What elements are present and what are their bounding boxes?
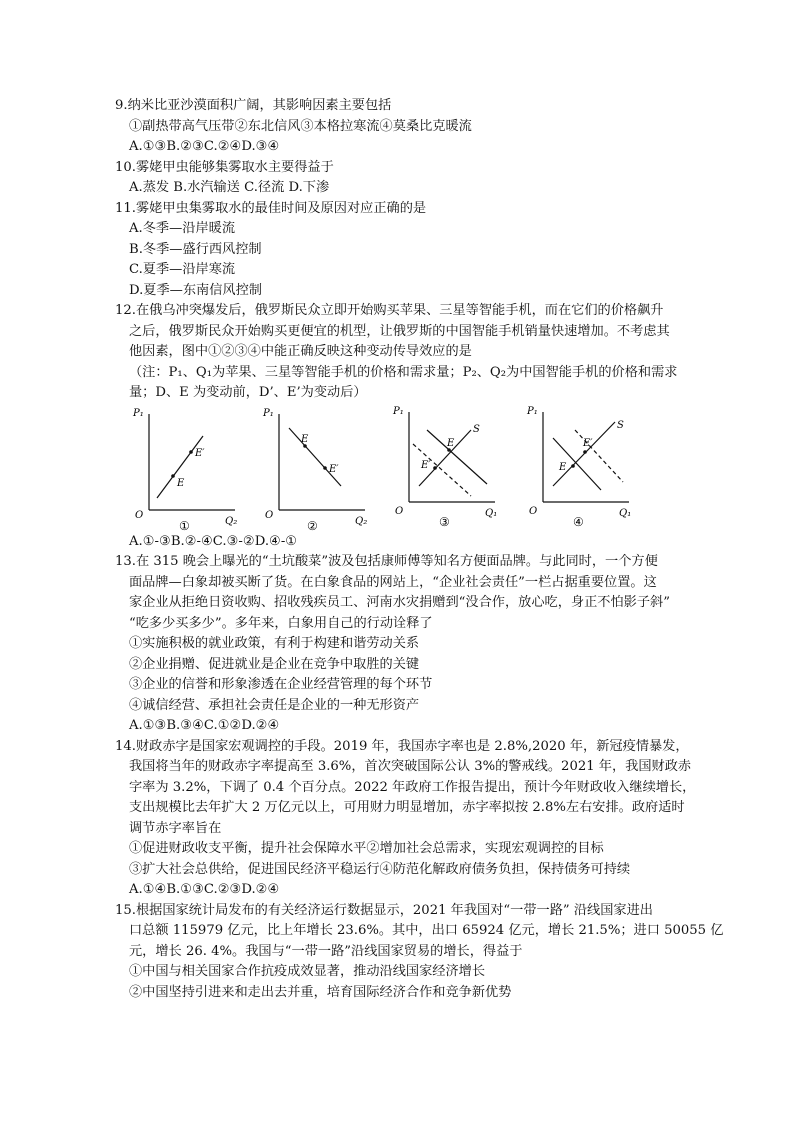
figure-2-x-label: Q₂: [355, 515, 368, 527]
figure-1-origin: O: [135, 509, 144, 521]
question-13-stem-line: 家企业从拒绝日资收购、招收残疾员工、河南水灾捐赠到“没合作，放心吃，身正不怕影子斜”: [129, 595, 670, 610]
question-10-stem: 10.雾姥甲虫能够集雾取水主要得益于: [115, 159, 334, 175]
question-11-option-a: A.冬季—沿岸暖流: [129, 221, 236, 236]
question-15: [115, 901, 724, 1004]
figure-3-supply: S: [473, 423, 480, 435]
figure-2-point-e: E: [301, 433, 309, 445]
question-15-item: ②中国坚持引进来和走出去并重，培育国际经济合作和竞争新优势: [129, 984, 512, 1000]
question-14-stem-line: 我国将当年的财政赤字率提高至 3.6%，首次突破国际公认 3%的警戒线。2021 年，我国财政赤: [129, 759, 692, 774]
question-13-stem-line: 13.在 315 晚会上曝光的“土坑酸菜”波及包括康师傅等知名方便面品牌。与此同时，一个方便: [115, 554, 658, 569]
question-15-stem-line: 口总额 115979 亿元，比上年增长 23.6%。其中，出口 65924 亿元，增长 21.5%；进口 50055 亿: [129, 923, 724, 938]
question-12: [115, 301, 715, 552]
figure-3-x-label: Q₁: [485, 507, 498, 519]
question-9: [115, 96, 715, 158]
question-11-option-b: B.冬季—盛行西风控制: [129, 241, 262, 257]
question-9-items: ①副热带高气压带②东北信风③本格拉寒流④莫桑比克暖流: [129, 118, 472, 134]
question-15-stem-line: 元，增长 26. 4%。我国与“一带一路”沿线国家贸易的增长，得益于: [129, 943, 523, 959]
figure-4-supply: S: [617, 419, 624, 431]
figure-1-point-e: E: [177, 477, 185, 489]
question-11-option-d: D.夏季—东南信风控制: [129, 282, 262, 298]
question-13-item: ②企业捐赠、促进就业是企业在竞争中取胜的关键: [129, 656, 420, 672]
figure-4-y-label: P₁: [527, 405, 538, 417]
figure-1-label: ①: [179, 518, 190, 533]
question-14-stem-line: 14.财政赤字是国家宏观调控的手段。2019 年，我国赤字率也是 2.8%,2020 年，新冠疫情暴发，: [115, 738, 689, 754]
figure-1-x-label: Q₂: [225, 515, 238, 527]
question-13-item: ①实施积极的就业政策，有利于构建和谐劳动关系: [129, 636, 420, 651]
question-9-stem: 9.纳米比亚沙漠面积广阔，其影响因素主要包括: [115, 98, 392, 113]
figure-3: [391, 406, 507, 532]
question-11-option-c: C.夏季—沿岸寒流: [129, 262, 236, 277]
figure-1-point-e-prime: E′: [195, 447, 205, 459]
figure-2-origin: O: [265, 509, 274, 521]
question-14-item: ③扩大社会总供给，促进国民经济平稳运行④防范化解政府债务负担，保持债务可持续: [129, 861, 631, 877]
question-10-options: A.蒸发 B.水汽输送 C.径流 D.下渗: [129, 180, 330, 195]
figure-1-y-label: P₁: [133, 407, 144, 419]
figure-3-origin: O: [395, 505, 404, 517]
figure-2-y-label: P₁: [263, 407, 274, 419]
question-9-options: A.①③B.②③C.②④D.③④: [129, 139, 280, 154]
question-15-stem-line: 15.根据国家统计局发布的有关经济运行数据显示，2021 年我国对“一带一路” 沿线国家进出: [115, 902, 653, 918]
figure-4-x-label: Q₁: [619, 507, 632, 519]
figure-2-point-e-prime: E′: [329, 463, 339, 475]
question-14-stem-line: 字率为 3.2%，下调了 0.4 个百分点。2022 年政府工作报告提出，预计今年财政收入继续增长，: [129, 779, 696, 795]
question-12-stem-line: 12.在俄乌冲突爆发后，俄罗斯民众立即开始购买苹果、三星等智能手机，而在它们的价格飙升: [115, 303, 664, 318]
question-14-stem-line: 调节赤字率旨在: [129, 820, 222, 836]
question-12-note-line: 量；D、E 为变动前，D’、E’为变动后）: [129, 385, 367, 400]
question-13-item: ④诚信经营、承担社会责任是企业的一种无形资产: [129, 697, 420, 713]
question-12-options: A.①-③B.②-④C.③-②D.④-①: [129, 533, 298, 549]
figure-4-origin: O: [529, 505, 538, 517]
figure-4-point-e-prime: E′: [583, 437, 593, 449]
figure-3-point-e-prime: E′: [421, 459, 431, 471]
question-13-item: ③企业的信誉和形象渗透在企业经营管理的每个环节: [129, 677, 433, 692]
question-14: [115, 737, 715, 901]
question-13: [115, 552, 715, 737]
question-13-stem-line: 面品牌—白象却被买断了货。在白象食品的网站上，“企业社会责任”一栏占据重要位置。这: [129, 574, 657, 590]
figure-3-point-e: E: [447, 437, 455, 449]
figure-4-label: ④: [573, 514, 584, 529]
question-14-item: ①促进财政收支平衡，提升社会保障水平②增加社会总需求，实现宏观调控的目标: [129, 841, 604, 856]
question-12-stem-line: 他因素，图中①②③④中能正确反映这种变动传导效应的是: [129, 344, 472, 359]
figure-3-y-label: P₁: [393, 405, 404, 417]
question-content: [115, 96, 724, 1003]
question-12-figures: [129, 406, 715, 532]
question-14-options: A.①④B.①③C.②③D.②④: [129, 882, 280, 897]
figure-2-label: ②: [307, 518, 318, 533]
question-11: [115, 199, 715, 302]
question-10: [115, 158, 715, 199]
figure-4-point-e: E: [559, 461, 567, 473]
figure-3-label: ③: [439, 514, 450, 529]
question-12-stem-line: 之后，俄罗斯民众开始购买更便宜的机型，让俄罗斯的中国智能手机销量快速增加。不考虑其: [129, 323, 670, 339]
question-14-stem-line: 支出规模比去年扩大 2 万亿元以上，可用财力明显增加，赤字率拟按 2.8%左右安排。政府适时: [129, 800, 685, 815]
question-13-options: A.①③B.③④C.①②D.②④: [129, 718, 280, 733]
figure-4: [525, 406, 641, 532]
question-12-note-line: （注：P₁、Q₁为苹果、三星等智能手机的价格和需求量；P₂、Q₂为中国智能手机的价格和需求: [129, 364, 678, 380]
question-11-stem: 11.雾姥甲虫集雾取水的最佳时间及原因对应正确的是: [115, 200, 427, 216]
question-13-stem-line: “吃多少买多少”。多年来，白象用自己的行动诠释了: [129, 615, 433, 631]
figure-2: [259, 406, 375, 532]
question-15-item: ①中国与相关国家合作抗疫成效显著，推动沿线国家经济增长: [129, 964, 486, 979]
figure-1: [129, 406, 245, 532]
